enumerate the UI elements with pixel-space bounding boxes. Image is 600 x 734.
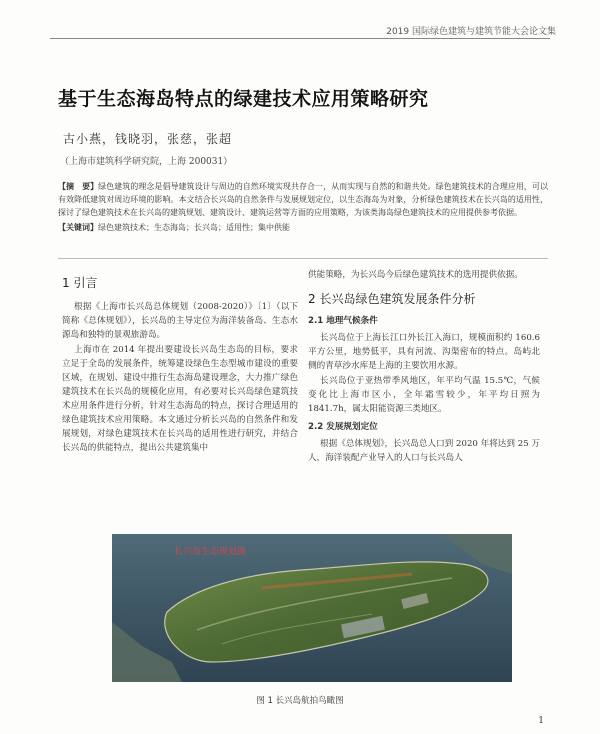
sub2-paragraph-1: 根据《总体规划》，长兴岛总人口到 2020 年将达到 25 万人，海洋装配产业导入的人口与长兴岛人 xyxy=(308,439,540,463)
subsection-2-1-heading: 2.1 地理气候条件 xyxy=(308,316,378,326)
intro-paragraph-1: 根据《上海市长兴岛总体规划（2008-2020）》〔1〕（以下简称《总体规划》），长兴岛的主导定位为海洋装备岛、生态水源岛和独特的景观旅游岛。 xyxy=(62,302,298,340)
page-number: 1 xyxy=(538,716,544,726)
paper-title: 基于生态海岛特点的绿建技术应用策略研究 xyxy=(58,88,429,110)
map-inset-label: 长兴岛生态规划图 xyxy=(174,547,247,557)
sub1-paragraph-2: 长兴岛位于亚热带季风地区，年平均气温 15.5℃，气候变化比上海市区小，全年霜雪较少，年平均日照为 1841.7h，属太阳能资源三类地区。 xyxy=(308,376,540,414)
aerial-map-figure xyxy=(112,534,512,682)
keywords-label: 【关键词】 xyxy=(58,223,98,232)
abstract-divider xyxy=(58,258,548,259)
right-column xyxy=(308,268,540,466)
sub1-paragraph-1: 长兴岛位于上海长江口外长江入海口，规模面积约 160.6 平方公里，地势低平，具有河流、沟渠密布的特点。岛屿北侧的青草沙水库是上海的主要饮用水源。 xyxy=(308,333,540,371)
authors: 古小燕，钱晓羽，张慈，张超 xyxy=(63,132,233,146)
keywords-text: 绿色建筑技术；生态海岛；长兴岛；适用性；集中供能 xyxy=(98,223,290,232)
running-header: 2019 国际绿色建筑与建筑节能大会论文集 xyxy=(386,27,556,37)
island-map-graphic xyxy=(112,534,512,682)
abstract-text: 绿色建筑的理念是倡导建筑设计与周边的自然环境实现共存合一，从而实现与自然的和谐共处。绿色建筑技术的合理应用，可以有效降低建筑对周边环境的影响。本文结合长兴岛的自然条件与发展规划定位，以生态海岛为对象，分析绿色建筑技术在长兴岛的适用性，探讨了绿色建筑技术在长兴岛的建筑规划、建筑设计、建筑运营等方面的应用策略，为该类海岛绿色建筑技术的应用提供参考依据。 xyxy=(58,182,548,217)
intro-paragraph-2: 上海市在 2014 年提出要建设长兴岛生态岛的目标，要求立足于全岛的发展条件，统筹建设绿色生态型城市建设的重要区域，在规划、建设中推行生态海岛建设理念，大力推广绿色建筑技术在长兴岛的规模化应用，有必要对长兴岛绿色建筑技术应用条件进行分析，针对生态海岛的特点，探讨合理适用的绿色建筑技术应用策略。本文通过分析长兴岛的自然条件和发展规划，对绿色建筑技术在长兴岛的适用性进行研究，并结合长兴岛的供能特点，提出公共建筑集中 xyxy=(62,345,298,453)
figure-caption: 图 1 长兴岛航拍鸟瞰图 xyxy=(256,696,344,706)
section-2-heading: 2 长兴岛绿色建筑发展条件分析 xyxy=(308,292,476,306)
left-column xyxy=(62,300,298,456)
subsection-2-2-heading: 2.2 发展规划定位 xyxy=(308,422,378,432)
intro-paragraph-2-cont: 供能策略，为长兴岛今后绿色建筑技术的选用提供依据。 xyxy=(308,270,523,280)
abstract-label: 【摘 要】 xyxy=(58,182,99,191)
section-1-heading: 1 引言 xyxy=(62,276,98,290)
affiliation: （上海市建筑科学研究院，上海 200031） xyxy=(60,157,233,167)
abstract xyxy=(58,180,548,234)
keywords xyxy=(58,221,548,234)
header-rule xyxy=(50,38,550,39)
